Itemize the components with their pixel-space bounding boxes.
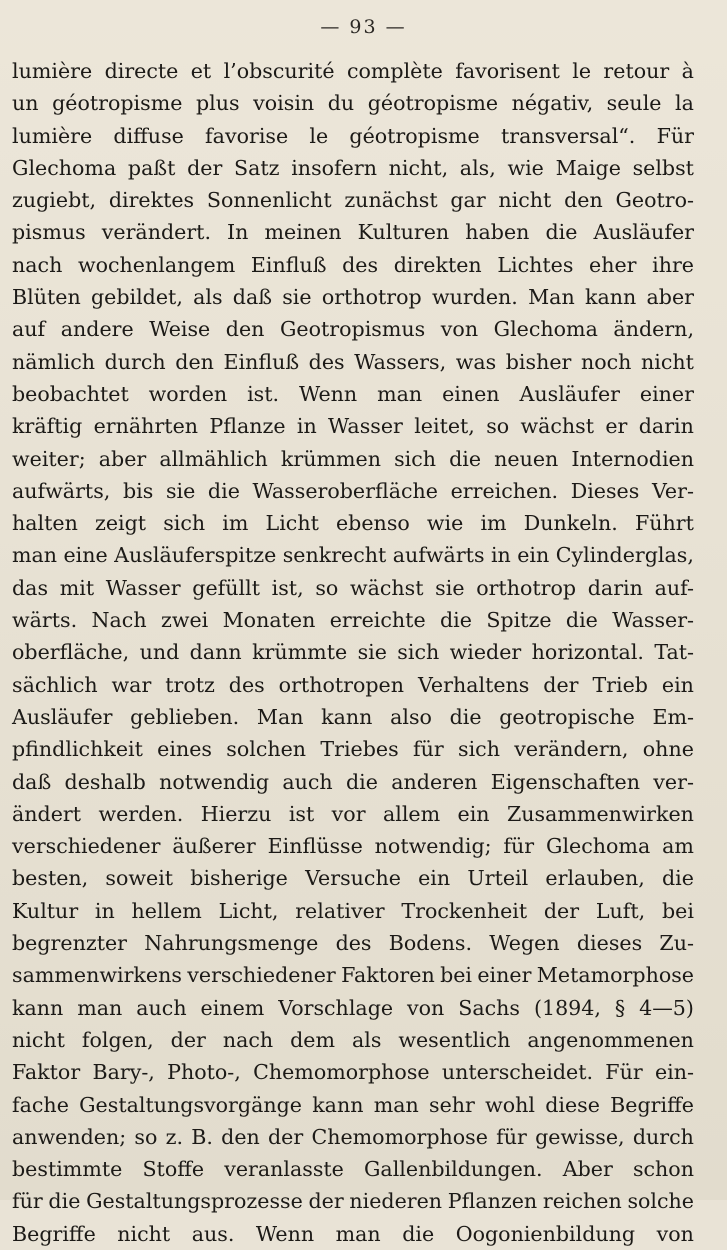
text-line: nicht folgen, der nach dem als wesentlich angenommenen <box>12 1027 694 1052</box>
text-line: oberfläche, und dann krümmte sie sich wieder horizontal. Tat- <box>12 640 694 665</box>
text-line: Kultur in hellem Licht, relativer Trockenheit der Luft, bei <box>12 898 694 923</box>
text-line: un géotropisme plus voisin du géotropisme négativ, seule la <box>12 91 694 116</box>
text-line: Begriffe nicht aus. Wenn man die Oogonienbildung von <box>12 1221 694 1246</box>
text-line: beobachtet worden ist. Wenn man einen Ausläufer einer <box>12 381 694 406</box>
text-line: Faktor Bary-, Photo-, Chemomorphose unterscheidet. Für ein- <box>12 1060 694 1085</box>
text-line: verschiedener äußerer Einflüsse notwendig; für Glechoma am <box>12 834 694 859</box>
text-line: das mit Wasser gefüllt ist, so wächst sie orthotrop darin auf- <box>12 575 694 600</box>
text-line: sammenwirkens verschiedener Faktoren bei einer Metamorphose <box>12 963 694 988</box>
text-line: lumière directe et l’obscurité complète favorisent le retour à <box>12 59 694 83</box>
text-line: nämlich durch den Einfluß des Wassers, was bisher noch nicht <box>12 349 694 374</box>
text-line: auf andere Weise den Geotropismus von Glechoma ändern, <box>12 317 694 342</box>
text-line: zugiebt, direktes Sonnenlicht zunächst gar nicht den Geotro- <box>12 188 694 213</box>
text-line: wärts. Nach zwei Monaten erreichte die Spitze die Wasser- <box>12 608 694 633</box>
text-line: man eine Ausläuferspitze senkrecht aufwärts in ein Cylinderglas, <box>12 543 694 568</box>
text-line: fache Gestaltungsvorgänge kann man sehr wohl diese Begriffe <box>12 1092 694 1117</box>
text-line: aufwärts, bis sie die Wasseroberfläche erreichen. Dieses Ver- <box>12 478 694 503</box>
page-number: — 93 — <box>320 16 407 38</box>
text-line: ändert werden. Hierzu ist vor allem ein Zusammenwirken <box>12 801 694 826</box>
text-line: kräftig ernährten Pflanze in Wasser leitet, so wächst er darin <box>12 414 694 439</box>
text-line: bestimmte Stoffe veranlasste Gallenbildungen. Aber schon <box>12 1157 694 1182</box>
text-line: nach wochenlangem Einfluß des direkten Lichtes eher ihre <box>12 252 694 277</box>
text-line: lumière diffuse favorise le géotropisme transversal“. Für <box>12 123 694 148</box>
text-line: besten, soweit bisherige Versuche ein Urteil erlauben, die <box>12 866 694 891</box>
text-line: halten zeigt sich im Licht ebenso wie im Dunkeln. Führt <box>12 511 694 536</box>
text-line: Ausläufer geblieben. Man kann also die geotropische Em- <box>12 704 694 729</box>
text-line: kann man auch einem Vorschlage von Sachs (1894, § 4—5) <box>12 995 694 1020</box>
text-line: pfindlichkeit eines solchen Triebes für sich verändern, ohne <box>12 737 694 762</box>
text-line: für die Gestaltungsprozesse der niederen Pflanzen reichen solche <box>12 1189 694 1214</box>
body-text <box>12 55 694 1250</box>
text-line: Glechoma paßt der Satz insofern nicht, als, wie Maige selbst <box>12 155 694 180</box>
text-line: anwenden; so z. B. den der Chemomorphose für gewisse, durch <box>12 1124 694 1149</box>
text-line: sächlich war trotz des orthotropen Verhaltens der Trieb ein <box>12 672 694 697</box>
text-line: begrenzter Nahrungsmenge des Bodens. Wegen dieses Zu- <box>12 931 694 956</box>
text-line: pismus verändert. In meinen Kulturen haben die Ausläufer <box>12 220 694 245</box>
text-line: daß deshalb notwendig auch die anderen Eigenschaften ver- <box>12 769 694 794</box>
text-line: Blüten gebildet, als daß sie orthotrop wurden. Man kann aber <box>12 285 694 310</box>
text-line: weiter; aber allmählich krümmen sich die neuen Internodien <box>12 446 694 471</box>
